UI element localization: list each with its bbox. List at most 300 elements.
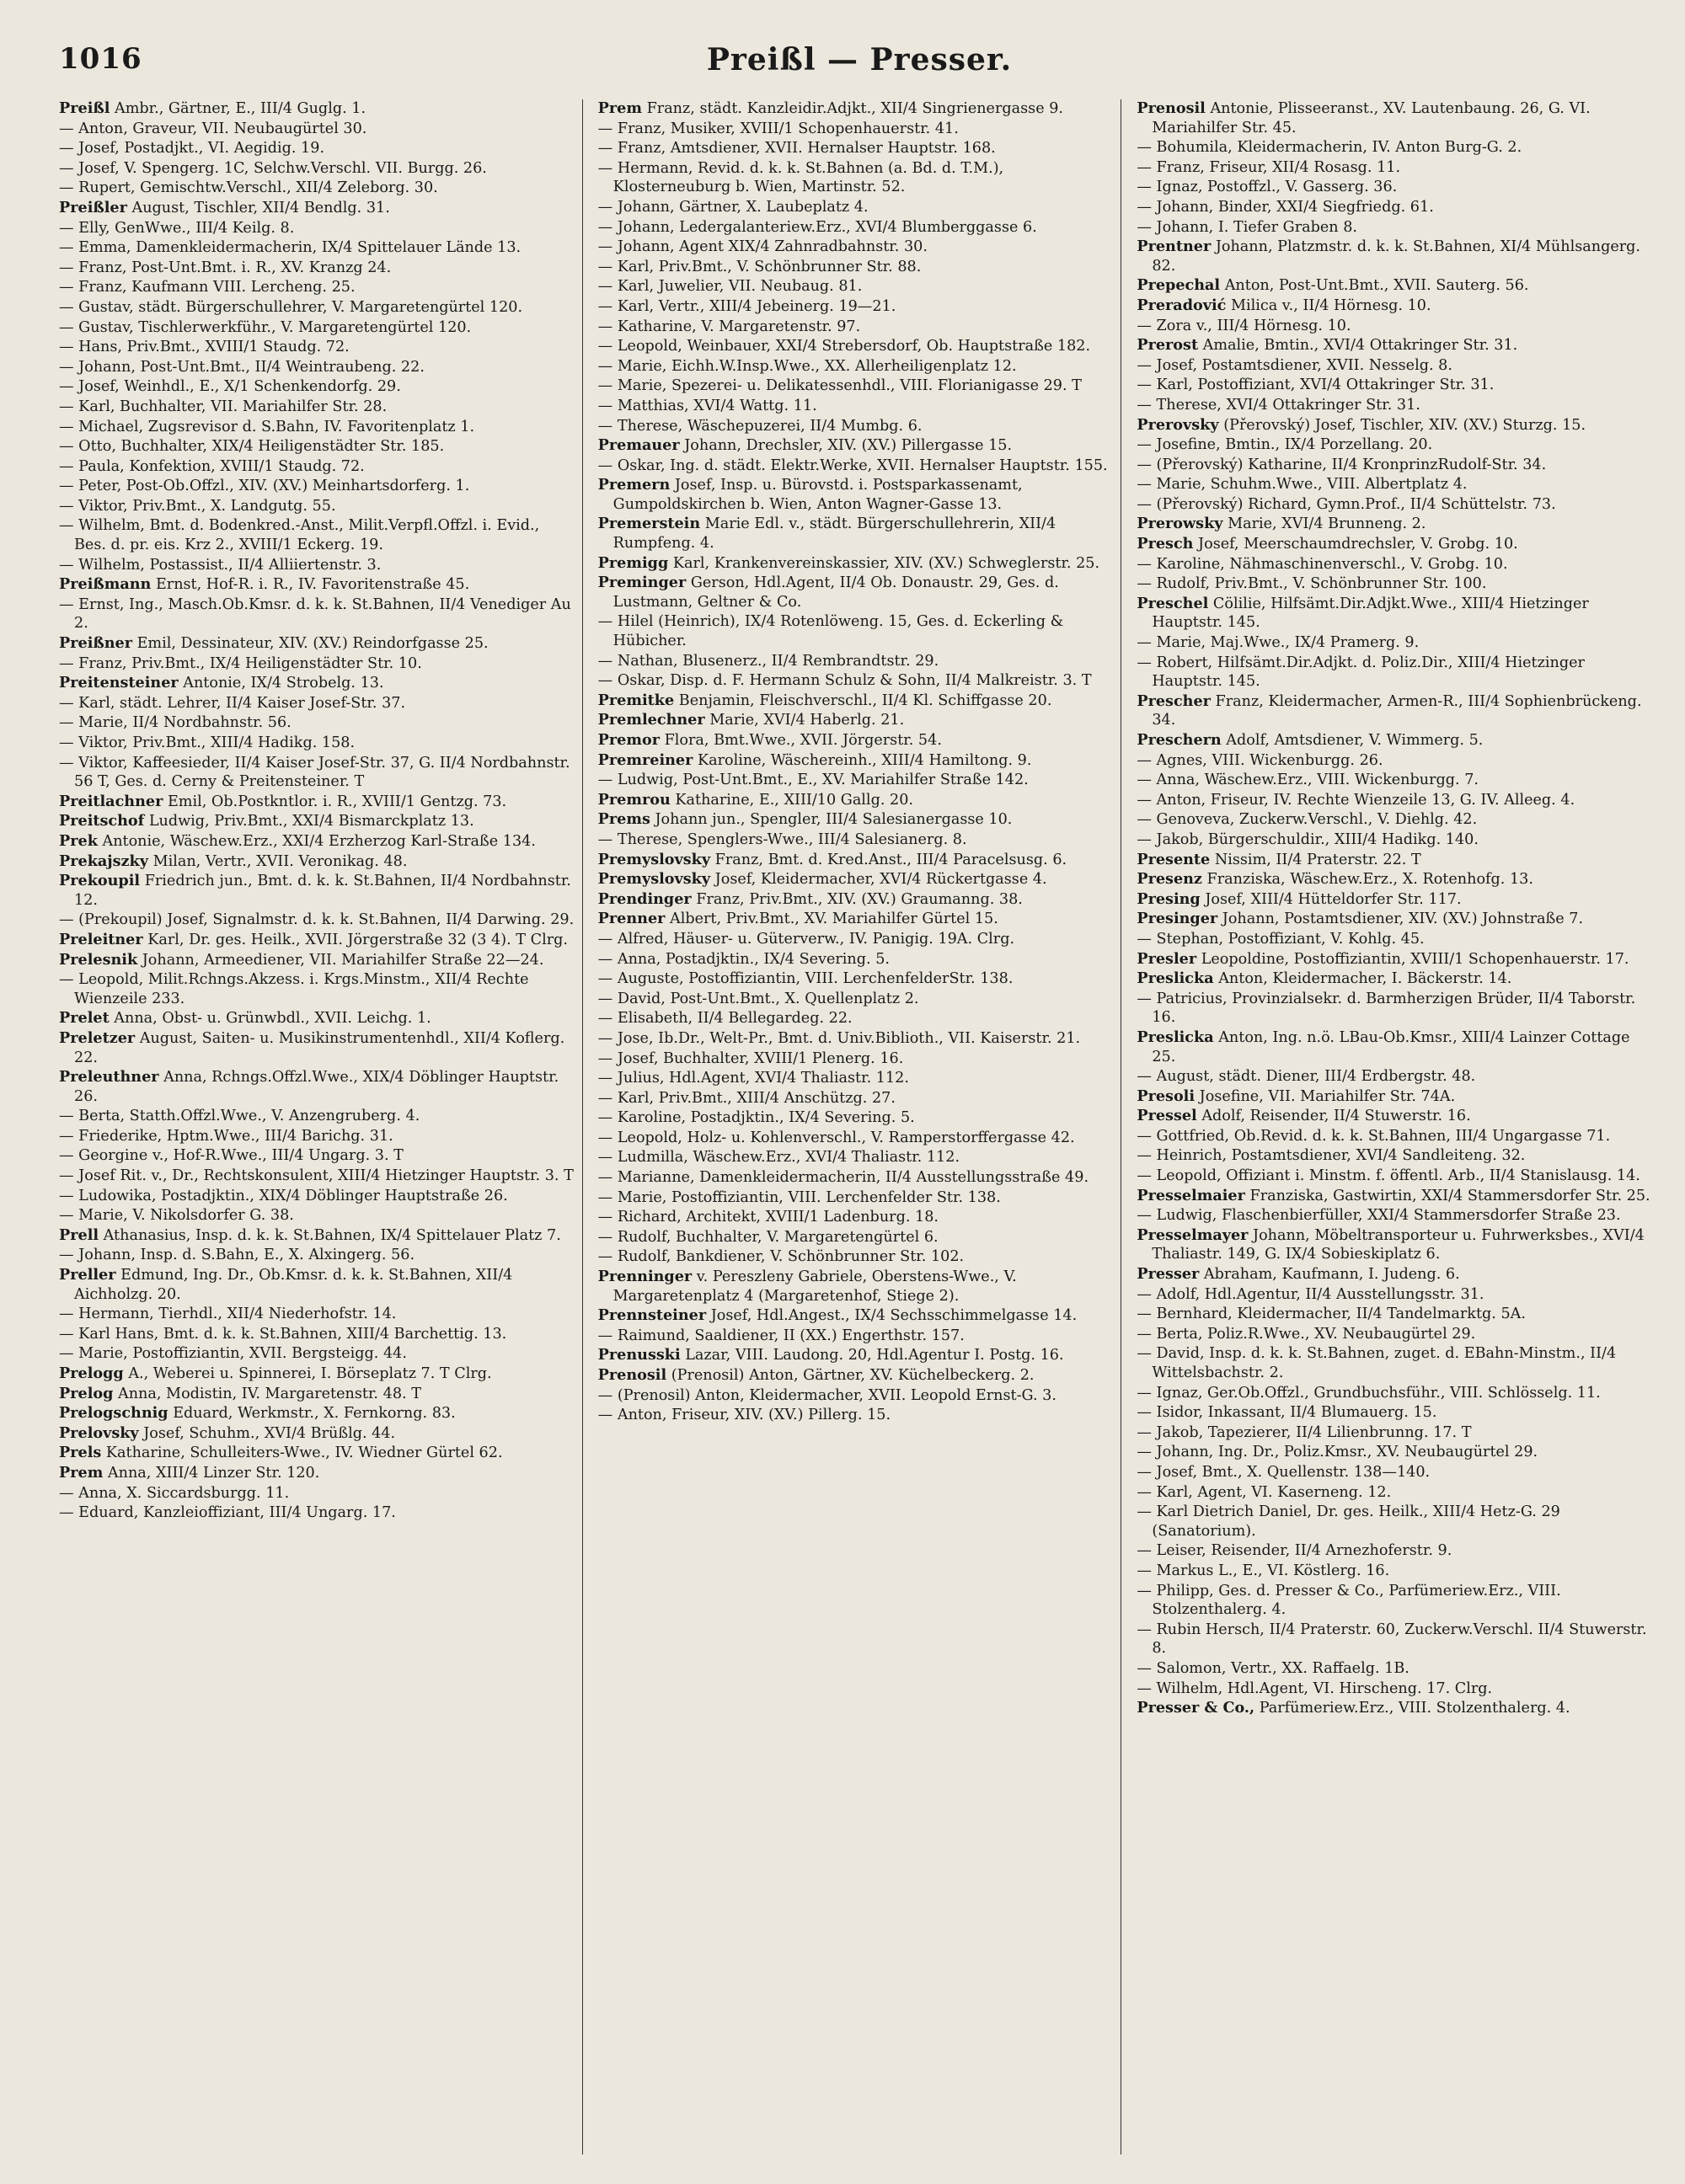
list-item	[1137, 416, 1653, 435]
entry-details: — Karl Hans, Bmt. d. k. k. St.Bahnen, XIII/4 Barchettig. 13.	[59, 1325, 507, 1343]
entry-details: Franziska, Gastwirtin, XXI/4 Stammersdorfer Str. 25.	[1249, 1187, 1650, 1204]
entry-details: — Franz, Kaufmann VIII. Lercheng. 25.	[59, 279, 356, 296]
entry-details: — Anton, Friseur, XIV. (XV.) Pillerg. 15.	[597, 1407, 891, 1424]
list-item	[59, 1424, 575, 1444]
list-item	[1137, 1503, 1653, 1541]
list-item	[1137, 138, 1653, 158]
list-item	[59, 1167, 575, 1186]
entry-details: Katharine, Schulleiters-Wwe., IV. Wiedner Gürtel 62.	[105, 1444, 503, 1462]
entry-details: — Philipp, Ges. d. Presser & Co., Parfümeriew.Erz., VIII. Stolzenthalerg. 4.	[1137, 1582, 1561, 1619]
entry-details: Ernst, Hof-R. i. R., IV. Favoritenstraße 45.	[155, 576, 470, 594]
list-item	[59, 238, 575, 258]
list-item	[598, 1406, 1115, 1425]
list-item	[1137, 1463, 1653, 1482]
list-item	[1137, 870, 1653, 889]
entry-details: Emil, Dessinateur, XIV. (XV.) Reindorfgasse 25.	[136, 635, 489, 653]
entry-surname: Prelet	[59, 1009, 110, 1028]
list-item	[59, 437, 575, 457]
list-item	[59, 832, 575, 852]
entry-details: — Karl, städt. Lehrer, II/4 Kaiser Josef-Str. 37.	[59, 694, 406, 712]
entry-surname: Premern	[597, 476, 671, 494]
entry-details: — Heinrich, Postamtsdiener, XVI/4 Sandleiteng. 32.	[1137, 1147, 1526, 1165]
entry-surname: Preminger	[597, 574, 687, 592]
list-item	[598, 337, 1115, 356]
list-item	[59, 852, 575, 872]
entry-details: — Leopold, Offiziant i. Minstm. f. öffentl. Arb., II/4 Stanislausg. 14.	[1137, 1167, 1640, 1185]
entry-details: Albert, Priv.Bmt., XV. Mariahilfer Gürtel 15.	[670, 910, 998, 928]
list-item	[598, 731, 1115, 750]
entry-details: — Josef, Buchhalter, XVIII/1 Plenerg. 16.	[597, 1049, 904, 1067]
entry-details: — Leopold, Holz- u. Kohlenverschl., V. Ramperstorffergasse 42.	[597, 1129, 1075, 1146]
list-item	[1137, 1699, 1653, 1718]
entry-details: — Karl, Priv.Bmt., V. Schönbrunner Str. 88.	[597, 258, 922, 275]
entry-details: Gerson, Hdl.Agent, II/4 Ob. Donaustr. 29, Ges. d. Lustmann, Geltner & Co.	[612, 574, 1059, 611]
entry-details: — Matthias, XVI/4 Wattg. 11.	[597, 397, 817, 414]
entry-details: — Johann, Agent XIX/4 Zahnradbahnstr. 30.	[597, 238, 928, 256]
entry-details: Johann jun., Spengler, III/4 Salesianergasse 10.	[655, 811, 1013, 829]
entry-details: Anna, Modistin, IV. Margaretenstr. 48. T	[118, 1385, 421, 1402]
list-item	[59, 1107, 575, 1126]
entry-surname: Prenosil	[1137, 99, 1206, 117]
list-item	[1137, 1087, 1653, 1107]
entry-surname: Presselmaier	[1137, 1186, 1245, 1204]
entry-surname: Premitke	[597, 691, 675, 709]
list-item	[598, 198, 1115, 217]
entry-details: Adolf, Reisender, II/4 Stuwerstr. 16.	[1201, 1108, 1471, 1125]
list-item	[598, 376, 1115, 396]
list-item	[1137, 1187, 1653, 1206]
entry-details: — Ignaz, Postoffzl., V. Gasserg. 36.	[1137, 179, 1398, 196]
list-item	[1137, 1167, 1653, 1186]
entry-details: — Marie, V. Nikolsdorfer G. 38.	[59, 1207, 294, 1225]
entry-details: — Markus L., E., VI. Köstlerg. 16.	[1137, 1562, 1390, 1579]
entry-details: — Rubin Hersch, II/4 Praterstr. 60, Zuckerw.Verschl. II/4 Stuwerstr. 8.	[1137, 1621, 1647, 1658]
entry-details: Johann, Drechsler, XIV. (XV.) Pillergasse 15.	[684, 437, 1013, 455]
entry-details: — Friederike, Hptm.Wwe., III/4 Barichg. 31.	[59, 1127, 393, 1145]
entry-details: — Karl, Agent, VI. Kaserneng. 12.	[1137, 1483, 1392, 1501]
entry-details: Josef, Insp. u. Bürovstd. i. Postsparkassenamt, Gumpoldskirchen b. Wien, Anton Wagner-Gasse 13.	[612, 477, 1023, 513]
entry-details: Anna, XIII/4 Linzer Str. 120.	[107, 1464, 320, 1482]
list-item	[598, 436, 1115, 456]
list-item	[59, 1305, 575, 1324]
entry-details: — Josef Rit. v., Dr., Rechtskonsulent, XIII/4 Hietzinger Hauptstr. 3. T	[59, 1167, 574, 1185]
entry-details: — Anna, Wäschew.Erz., VIII. Wickenburgg. 7.	[1137, 772, 1479, 789]
list-item	[59, 634, 575, 654]
list-item	[1137, 1127, 1653, 1146]
entry-details: — Ludwig, Flaschenbierfüller, XXI/4 Stammersdorfer Straße 23.	[1137, 1207, 1621, 1225]
list-item	[59, 497, 575, 516]
entry-details: — Ludmilla, Wäschew.Erz., XVI/4 Thaliastr. 112.	[597, 1149, 960, 1167]
entry-details: — Viktor, Kaffeesieder, II/4 Kaiser Josef-Str. 37, G. II/4 Nordbahnstr. 56 T, Ges. d. Cerny & Preitensteiner. T	[59, 754, 570, 791]
entry-details: — Bernhard, Kleidermacher, II/4 Tandelmarktg. 5A.	[1137, 1306, 1526, 1323]
entry-details: Cölilie, Hilfsämt.Dir.Adjkt.Wwe., XIII/4 Hietzinger Hauptstr. 145.	[1152, 595, 1589, 632]
list-item	[1137, 238, 1653, 275]
entry-surname: Prels	[59, 1444, 102, 1462]
entry-details: — Gottfried, Ob.Revid. d. k. k. St.Bahnen, III/4 Ungargasse 71.	[1137, 1127, 1611, 1145]
entry-details: — Marianne, Damenkleidermacherin, II/4 Ausstellungsstraße 49.	[597, 1169, 1089, 1187]
list-item	[598, 120, 1115, 139]
list-item	[59, 219, 575, 238]
entry-details: Ludwig, Priv.Bmt., XXI/4 Bismarckplatz 13.	[148, 813, 474, 830]
entry-details: — Marie, Schuhm.Wwe., VIII. Albertplatz 4.	[1137, 476, 1468, 494]
entry-surname: Prell	[59, 1225, 99, 1244]
list-item	[1137, 495, 1653, 515]
entry-details: Antonie, IX/4 Strobelg. 13.	[183, 675, 384, 692]
entry-details: — Marie, Postoffiziantin, XVII. Bergsteigg. 44.	[59, 1345, 407, 1363]
entry-surname: Premyslovsky	[597, 850, 711, 868]
entry-details: — Elisabeth, II/4 Bellegardeg. 22.	[597, 1010, 853, 1028]
entry-details: — Leiser, Reisender, II/4 Arnezhoferstr. 9.	[1137, 1542, 1452, 1560]
list-item	[1137, 99, 1653, 137]
entry-details: Franz, städt. Kanzleidir.Adjkt., XII/4 Singrienergasse 9.	[646, 100, 1063, 117]
entry-details: — Zora v., III/4 Hörnesg. 10.	[1137, 317, 1351, 334]
entry-details: Johann, Möbeltransporteur u. Fuhrwerksbes., XVI/4 Thaliastr. 149, G. IX/4 Sobieskiplatz 6.	[1152, 1226, 1645, 1263]
page-number: 1016	[59, 42, 142, 76]
list-item	[598, 476, 1115, 514]
entry-surname: Prerovsky	[1137, 415, 1219, 434]
entry-details: Marie, XVI/4 Brunneng. 2.	[1228, 515, 1426, 533]
list-item	[1137, 1206, 1653, 1225]
list-item	[59, 713, 575, 733]
entry-details: — Anna, X. Siccardsburgg. 11.	[59, 1484, 290, 1502]
list-item	[59, 1325, 575, 1344]
list-item	[1137, 158, 1653, 178]
list-item	[1137, 336, 1653, 355]
entry-details: Johann, Postamtsdiener, XIV. (XV.) Johnstraße 7.	[1222, 910, 1584, 928]
entry-surname: Premerstein	[597, 515, 701, 533]
entry-surname: Preradović	[1137, 296, 1227, 314]
entry-details: — Wilhelm, Bmt. d. Bodenkred.-Anst., Milit.Verpfl.Offzl. i. Evid., Bes. d. pr. eis. Krz 2., XVIII/1 Eckerg. 19.	[59, 517, 540, 554]
list-item	[1137, 555, 1653, 574]
list-item	[598, 1188, 1115, 1208]
list-item	[1137, 435, 1653, 455]
entry-details: — Jakob, Bürgerschuldir., XIII/4 Hadikg. 140.	[1137, 830, 1479, 848]
entry-details: — Johann, I. Tiefer Graben 8.	[1137, 218, 1358, 236]
entry-surname: Preißmann	[59, 575, 152, 594]
entry-details: — (Přerovský) Katharine, II/4 KronprinzRudolf-Str. 34.	[1137, 456, 1547, 473]
entry-details: Leopoldine, Postoffiziantin, XVIII/1 Schopenhauerstr. 17.	[1201, 950, 1629, 968]
list-item	[598, 277, 1115, 296]
list-item	[1137, 535, 1653, 554]
entry-details: — Anna, Postadjktin., IX/4 Severing. 5.	[597, 950, 890, 968]
list-item	[1137, 692, 1653, 730]
list-item	[1137, 515, 1653, 534]
entry-details: — Georgine v., Hof-R.Wwe., III/4 Ungarg. 3. T	[59, 1147, 404, 1165]
entry-details: Nissim, II/4 Praterstr. 22. T	[1214, 851, 1421, 868]
list-item	[1137, 1067, 1653, 1087]
entry-details: — Hilel (Heinrich), IX/4 Rotenlöweng. 15, Ges. d. Eckerling & Hübicher.	[597, 613, 1064, 650]
entry-surname: Presselmayer	[1137, 1225, 1249, 1244]
entry-surname: Prem	[597, 99, 642, 117]
entry-details: — Oskar, Disp. d. F. Hermann Schulz & Sohn, II/4 Malkreistr. 3. T	[597, 672, 1092, 690]
entry-details: — (Prekoupil) Josef, Signalmstr. d. k. k. St.Bahnen, II/4 Darwing. 29.	[59, 911, 575, 929]
entry-details: Marie Edl. v., städt. Bürgerschullehrerin, XII/4 Rumpfeng. 4.	[612, 515, 1056, 553]
list-item	[59, 377, 575, 397]
entry-details: — Ernst, Ing., Masch.Ob.Kmsr. d. k. k. St.Bahnen, II/4 Venediger Au 2.	[59, 595, 571, 633]
entry-surname: Premlechner	[597, 711, 705, 729]
entry-surname: Premigg	[597, 553, 669, 572]
list-item	[1137, 731, 1653, 750]
list-item	[1137, 1483, 1653, 1503]
entry-details: Marie, XVI/4 Haberlg. 21.	[709, 712, 905, 729]
list-item	[59, 734, 575, 753]
list-item	[59, 159, 575, 179]
entry-details: Johann, Platzmstr. d. k. k. St.Bahnen, XI/4 Mühlsangerg. 82.	[1152, 238, 1641, 275]
list-item	[598, 1049, 1115, 1069]
entry-surname: Preletzer	[59, 1028, 136, 1047]
list-item	[1137, 1423, 1653, 1443]
list-item	[598, 612, 1115, 650]
entry-details: — David, Insp. d. k. k. St.Bahnen, zuget. d. EBahn-Minstm., II/4 Wittelsbachstr. 2.	[1137, 1345, 1617, 1381]
entry-surname: Prepechal	[1137, 276, 1221, 295]
list-item	[59, 1226, 575, 1246]
entry-details: Antonie, Wäschew.Erz., XXI/4 Erzherzog Karl-Straße 134.	[102, 832, 536, 850]
entry-details: Ambr., Gärtner, E., III/4 Guglg. 1.	[115, 100, 366, 117]
list-item	[1137, 1285, 1653, 1305]
list-item	[1137, 1107, 1653, 1126]
list-item	[59, 1385, 575, 1404]
list-item	[598, 791, 1115, 810]
entry-details: — Josef, Postadjkt., VI. Aegidig. 19.	[59, 140, 325, 158]
entry-details: Milica v., II/4 Hörnesg. 10.	[1230, 296, 1431, 314]
list-item	[598, 99, 1115, 119]
entry-details: Eduard, Werkmstr., X. Fernkorng. 83.	[173, 1405, 456, 1423]
entry-details: A., Weberei u. Spinnerei, I. Börseplatz 7. T Clrg.	[128, 1365, 492, 1382]
entry-details: — Paula, Konfektion, XVIII/1 Staudg. 72.	[59, 457, 365, 475]
entry-details: — Auguste, Postoffiziantin, VIII. LerchenfelderStr. 138.	[597, 970, 1014, 988]
entry-details: — Katharine, V. Margaretenstr. 97.	[597, 318, 861, 335]
list-item	[59, 477, 575, 496]
list-item	[1137, 475, 1653, 494]
list-item	[59, 575, 575, 595]
entry-surname: Presinger	[1137, 910, 1218, 928]
list-item	[1137, 751, 1653, 771]
list-item	[59, 654, 575, 674]
entry-details: Parfümeriew.Erz., VIII. Stolzenthalerg. 4.	[1259, 1700, 1570, 1717]
list-item	[1137, 930, 1653, 949]
list-item	[59, 1246, 575, 1265]
list-item	[59, 1404, 575, 1423]
list-item	[1137, 396, 1653, 415]
entry-details: Anton, Post-Unt.Bmt., XVII. Sauterg. 56.	[1224, 277, 1529, 295]
entry-surname: Premreiner	[597, 750, 693, 769]
list-item	[598, 1089, 1115, 1108]
list-item	[1137, 276, 1653, 296]
entry-surname: Presoli	[1137, 1087, 1196, 1105]
list-item	[59, 872, 575, 910]
entry-details: — Franz, Priv.Bmt., IX/4 Heiligenstädter Str. 10.	[59, 654, 422, 672]
list-item	[598, 950, 1115, 969]
entry-details: — Isidor, Inkassant, II/4 Blumauerg. 15.	[1137, 1404, 1437, 1422]
entry-details: — Anton, Friseur, IV. Rechte Wienzeile 13, G. IV. Alleeg. 4.	[1137, 791, 1575, 809]
list-item	[598, 1168, 1115, 1188]
list-item	[59, 674, 575, 693]
entry-details: Josef, Meerschaumdrechsler, V. Grobg. 10.	[1198, 536, 1518, 553]
list-item	[1137, 791, 1653, 810]
entry-details: Karl, Krankenvereinskassier, XIV. (XV.) Schweglerstr. 25.	[672, 554, 1100, 572]
entry-details: — Marie, Spezerei- u. Delikatessenhdl., VIII. Florianigasse 29. T	[597, 377, 1082, 395]
entry-details: — Karoline, Nähmaschinenverschl., V. Grobg. 10.	[1137, 555, 1508, 573]
list-item	[1137, 654, 1653, 692]
list-item	[59, 1364, 575, 1384]
entry-details: — Nathan, Blusenerz., II/4 Rembrandtstr. 29.	[597, 652, 939, 670]
entry-details: — Johann, Binder, XXI/4 Siegfriedg. 61.	[1137, 198, 1434, 216]
list-item	[59, 318, 575, 338]
entry-details: — (Prenosil) Anton, Kleidermacher, XVII. Leopold Ernst-G. 3.	[597, 1386, 1056, 1404]
list-item	[598, 930, 1115, 949]
list-item	[59, 298, 575, 318]
entry-details: — Bohumila, Kleidermacherin, IV. Anton Burg-G. 2.	[1137, 139, 1522, 157]
entry-details: v. Pereszleny Gabriele, Oberstens-Wwe., V. Margaretenplatz 4 (Margaretenhof, Stiege 2).	[612, 1268, 1017, 1305]
entry-details: Franz, Priv.Bmt., XIV. (XV.) Graumanng. 38.	[696, 890, 1023, 908]
list-item	[59, 1029, 575, 1067]
entry-surname: Premauer	[597, 436, 680, 455]
list-item	[598, 1208, 1115, 1227]
list-item	[598, 870, 1115, 889]
entry-surname: Prelovsky	[59, 1423, 139, 1442]
list-item	[598, 357, 1115, 376]
list-item	[598, 1108, 1115, 1128]
entry-details: — Rudolf, Bankdiener, V. Schönbrunner Str. 102.	[597, 1248, 965, 1266]
list-item	[598, 318, 1115, 337]
list-item	[1137, 1582, 1653, 1620]
entry-surname: Prelogg	[59, 1364, 124, 1382]
entry-surname: Premor	[597, 731, 660, 749]
list-item	[1137, 890, 1653, 910]
entry-surname: Preschel	[1137, 594, 1209, 612]
list-item	[59, 139, 575, 158]
entry-details: Anton, Ing. n.ö. LBau-Ob.Kmsr., XIII/4 Lainzer Cottage 25.	[1152, 1028, 1630, 1065]
list-item	[59, 338, 575, 357]
list-item	[59, 1344, 575, 1364]
entry-surname: Preslicka	[1137, 1028, 1214, 1046]
list-item	[598, 1069, 1115, 1088]
entry-details: — Gustav, Tischlerwerkführ., V. Margaretengürtel 120.	[59, 318, 472, 336]
list-item	[1137, 1028, 1653, 1066]
list-item	[598, 751, 1115, 771]
entry-details: — Josef, Bmt., X. Quellenstr. 138—140.	[1137, 1463, 1431, 1481]
entry-details: — Franz, Musiker, XVIII/1 Schopenhauerstr. 41.	[597, 120, 959, 137]
entry-details: — Stephan, Postoffiziant, V. Kohlg. 45.	[1137, 930, 1425, 948]
list-item	[1137, 178, 1653, 197]
entry-details: — Karl Dietrich Daniel, Dr. ges. Heilk., XIII/4 Hetz-G. 29 (Sanatorium).	[1137, 1503, 1560, 1540]
list-item	[1137, 1265, 1653, 1284]
entry-details: — Josefine, Bmtin., IX/4 Porzellang. 20.	[1137, 436, 1433, 454]
list-item	[1137, 198, 1653, 217]
entry-surname: Pressel	[1137, 1107, 1197, 1125]
entry-surname: Preleuthner	[59, 1068, 159, 1087]
list-item	[59, 1068, 575, 1106]
entry-details: — Franz, Amtsdiener, XVII. Hernalser Hauptstr. 168.	[597, 140, 996, 158]
list-item	[1137, 910, 1653, 929]
list-item	[598, 890, 1115, 910]
entry-details: — Karl, Postoffiziant, XVI/4 Ottakringer Str. 31.	[1137, 376, 1495, 394]
entry-details: — Johann, Insp. d. S.Bahn, E., X. Alxingerg. 56.	[59, 1247, 415, 1264]
list-item	[598, 771, 1115, 790]
list-item	[1137, 1344, 1653, 1382]
entry-surname: Presente	[1137, 850, 1211, 868]
list-item	[1137, 810, 1653, 830]
list-item	[598, 139, 1115, 158]
entry-surname: Preißl	[59, 99, 110, 117]
list-item	[598, 1228, 1115, 1247]
list-item	[59, 516, 575, 554]
entry-details: Johann, Armeediener, VII. Mariahilfer Straße 22—24.	[142, 951, 544, 969]
entry-surname: Presch	[1137, 535, 1194, 553]
entry-details: — Karl, Buchhalter, VII. Mariahilfer Str. 28.	[59, 398, 388, 415]
list-item	[1137, 950, 1653, 969]
list-item	[598, 1029, 1115, 1049]
list-item	[1137, 633, 1653, 653]
list-item	[598, 515, 1115, 553]
list-item	[598, 671, 1115, 691]
list-item	[59, 951, 575, 970]
list-item	[1137, 1226, 1653, 1264]
entry-details: — Josef, Postamtsdiener, XVII. Nesselg. 8.	[1137, 356, 1452, 374]
entry-details: Josef, Hdl.Angest., IX/4 Sechsschimmelgasse 14.	[710, 1307, 1078, 1325]
entry-details: Josefine, VII. Mariahilfer Str. 74A.	[1199, 1087, 1456, 1105]
entry-details: — Ludowika, Postadjktin., XIX/4 Döblinger Hauptstraße 26.	[59, 1187, 508, 1204]
list-item	[598, 218, 1115, 238]
entry-details: — Oskar, Ing. d. städt. Elektr.Werke, XVII. Hernalser Hauptstr. 155.	[597, 457, 1108, 474]
entry-details: — Therese, Wäschepuzerei, II/4 Mumbg. 6.	[597, 417, 923, 435]
list-item	[1137, 1146, 1653, 1166]
list-item	[1137, 990, 1653, 1028]
entry-details: Amalie, Bmtin., XVI/4 Ottakringer Str. 31.	[1202, 337, 1518, 355]
list-item	[59, 1127, 575, 1146]
entry-details: Anton, Kleidermacher, I. Bäckerstr. 14.	[1218, 970, 1512, 988]
entry-details: — Anton, Graveur, VII. Neubaugürtel 30.	[59, 120, 367, 137]
list-item	[1137, 1403, 1653, 1423]
entry-surname: Premyslovsky	[597, 870, 711, 889]
entry-surname: Presler	[1137, 949, 1197, 968]
list-item	[1137, 851, 1653, 870]
entry-details: Anna, Rchngs.Offzl.Wwe., XIX/4 Döblinger Hauptstr. 26.	[74, 1069, 559, 1105]
list-item	[1137, 1305, 1653, 1324]
entry-surname: Presing	[1137, 889, 1201, 908]
entry-details: — Otto, Buchhalter, XIX/4 Heiligenstädter Str. 185.	[59, 438, 445, 456]
entry-details: — Marie, II/4 Nordbahnstr. 56.	[59, 714, 292, 732]
entry-details: — Raimund, Saaldiener, II (XX.) Engerthstr. 157.	[597, 1327, 965, 1344]
entry-details: — Johann, Ledergalanteriew.Erz., XVI/4 Blumberggasse 6.	[597, 218, 1037, 236]
entry-details: Flora, Bmt.Wwe., XVII. Jörgerstr. 54.	[664, 732, 942, 749]
entry-details: — Emma, Damenkleidermacherin, IX/4 Spittelauer Lände 13.	[59, 239, 522, 257]
list-item	[59, 398, 575, 417]
entry-details: — Berta, Poliz.R.Wwe., XV. Neubaugürtel 29.	[1137, 1325, 1476, 1343]
entry-details: — Johann, Gärtner, X. Laubeplatz 4.	[597, 198, 869, 216]
entry-details: Franziska, Wäschew.Erz., X. Rotenhofg. 13.	[1206, 871, 1533, 889]
entry-details: Josef, XIII/4 Hütteldorfer Str. 117.	[1205, 890, 1462, 908]
list-item	[598, 990, 1115, 1009]
entry-details: Josef, Schuhm., XVI/4 Brüßlg. 44.	[143, 1424, 396, 1442]
entry-details: Karoline, Wäschereinh., XIII/4 Hamiltong. 9.	[697, 751, 1032, 769]
entry-details: — Rudolf, Priv.Bmt., V. Schönbrunner Str. 100.	[1137, 575, 1487, 593]
list-item	[598, 1327, 1115, 1346]
entry-details: Anna, Obst- u. Grünwbdl., XVII. Leichg. 1.	[114, 1010, 431, 1028]
entry-details: — Wilhelm, Postassist., II/4 Alliiertenstr. 3.	[59, 556, 382, 574]
list-item	[598, 1366, 1115, 1386]
list-item	[59, 1187, 575, 1206]
entry-details: Edmund, Ing. Dr., Ob.Kmsr. d. k. k. St.Bahnen, XII/4 Aichholzg. 20.	[74, 1267, 513, 1303]
entry-details: Emil, Ob.Postkntlor. i. R., XVIII/1 Gentzg. 73.	[167, 793, 507, 810]
entry-surname: Preller	[59, 1266, 116, 1284]
entry-surname: Prek	[59, 831, 98, 850]
entry-details: — Rudolf, Buchhalter, V. Margaretengürtel 6.	[597, 1228, 939, 1246]
entry-surname: Prerost	[1137, 336, 1199, 355]
entry-details: — Julius, Hdl.Agent, XVI/4 Thaliastr. 112.	[597, 1070, 909, 1087]
list-item	[1137, 317, 1653, 336]
list-item	[59, 1266, 575, 1304]
